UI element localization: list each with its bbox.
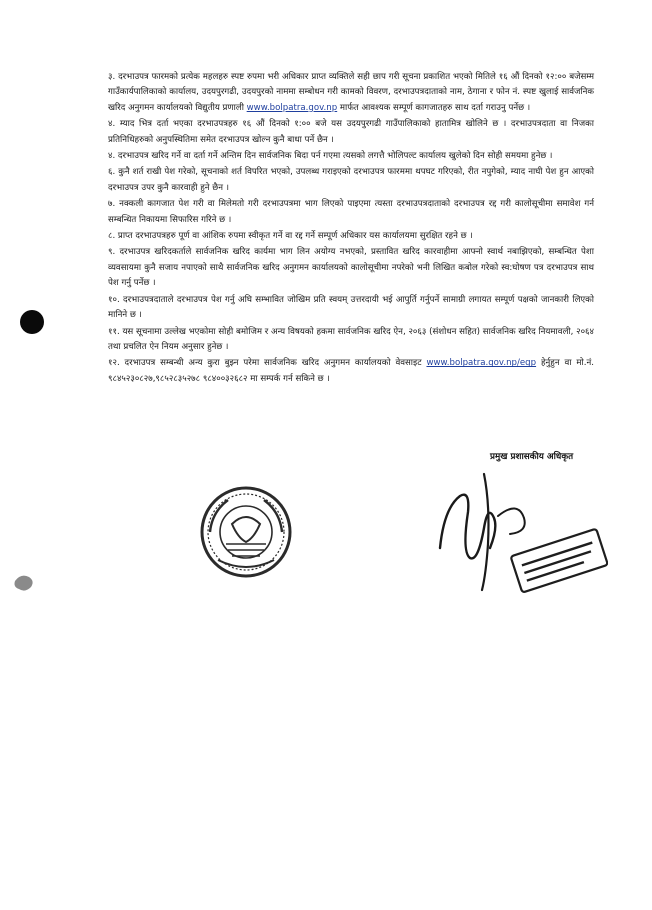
clause-8: ८. प्राप्त दरभाउपत्रहरु पूर्ण वा आंशिक रुपमा स्वीकृत गर्ने वा रद्द गर्ने सम्पूर्ण अधिकार यस कार्यालयमा सुरक्षित रहने छ । [108, 231, 473, 242]
egp-link[interactable]: www.bolpatra.gov.np/egp [426, 358, 537, 369]
clause-6: ६. कुनै शर्त राखी पेश गरेको, सूचनाको शर्त विपरित भएको, उपलब्ध गराइएको दरभाउपत्र फारममा थपघट गरिएको, रीत नपुगेको, म्याद नाघी पेश हुन आएको दरभाउपत्र उपर कुनै कारवाही हुने छैन । [108, 167, 594, 193]
notice-clauses [108, 70, 594, 388]
clause-4b: ४. दरभाउपत्र खरिद गर्ने वा दर्ता गर्ने अन्तिम दिन सार्वजनिक बिदा पर्न गएमा त्यसको लगत्तै भोलिपल्ट कार्यालय खुलेको दिन सोही समयमा हुनेछ । [108, 151, 553, 162]
bolpatra-link[interactable]: www.bolpatra.gov.np [246, 102, 338, 113]
clause-7: ७. नक्कली कागजात पेश गरी वा मिलेमतो गरी दरभाउपत्रमा भाग लिएको पाइएमा त्यस्ता दरभाउपत्रदाताको दरभाउपत्र रद्द गरी कालोसूचीमा समावेश गर्न सम्बन्धित निकायमा सिफारिस गरिने छ । [108, 199, 594, 225]
clause-4a: ४. म्याद भित्र दर्ता भएका दरभाउपत्रहरु १६ औं दिनको १:०० बजे यस उदयपुरगढी गाउँपालिकाको हातामित्र खोलिने छ । दरभाउपत्रदाता वा निजका प्रतिनिधिहरुको अनुपस्थितिमा समेत दरभाउपत्र खोल्न कुनै बाधा पर्ने छैन । [108, 119, 594, 145]
clause-9: ९. दरभाउपत्र खरिदकर्ताले सार्वजनिक खरिद कार्यमा भाग लिन अयोग्य नभएको, प्रस्तावित खरिद कारवाहीमा आफ्नो स्वार्थ नबाझिएको, सम्बन्धित पेशा व्यवसायमा कुनै सजाय नपाएको साथै सार्वजनिक खरिद अनुगमन कार्यालयको कालोसूचीमा नपरेको भनी लिखित कबोल गरेको स्व:घोषण पत्र दरभाउपत्र साथ पेश गर्नु पर्नेछ । [108, 247, 594, 289]
paper-smudge [13, 573, 35, 593]
office-seal-stamp [198, 484, 294, 580]
clause-3: ३. दरभाउपत्र फारमको प्रत्येक महलहरु स्पष्ट रुपमा भरी अधिकार प्राप्त व्यक्तिले सही छाप गरी सूचना प्रकाशित भएको मितिले १६ औं दिनको १२:०० बजेसम्म गाउँकार्यपालिकाको कार्यालय, उदयपुरगढी, उदयपुरको नाममा सम्बोधन गरी कामको विवरण, दरभाउपत्रदाताको नाम, ठेगाना र फोन नं. स्पष्ट खुलाई सार्वजनिक खरिद अनुगमन कार्यालयको विद्युतीय प्रणाली www.bolpatra.gov.np मार्फत आवश्यक सम्पूर्ण कागजातहरु साथ दर्ता गराउनु पर्नेछ । [108, 72, 594, 113]
officer-signature [428, 456, 608, 606]
ink-blot [20, 310, 44, 334]
clause-12: १२. दरभाउपत्र सम्बन्धी अन्य कुरा बुझ्न परेमा सार्वजनिक खरिद अनुगमन कार्यालयको वेवसाइट www.bolpatra.gov.np/egp हेर्नुहुन वा मो.नं. ९८४५२३०८२७,९८५२८३५२७८ ९८४००३२६८२ मा सम्पर्क गर्न सकिने छ । [108, 358, 594, 384]
clause-11: ११. यस सूचनामा उल्लेख भएकोमा सोही बमोजिम र अन्य विषयको हकमा सार्वजनिक खरिद ऐन, २०६३ (संशोधन सहित) सार्वजनिक खरिद नियमावली, २०६४ तथा प्रचलित ऐन नियम अनुसार हुनेछ । [108, 326, 594, 352]
clause-10: १०. दरभाउपत्रदाताले दरभाउपत्र पेश गर्नु अघि सम्भावित जोखिम प्रति स्वयम् उत्तरदायी भई आपुर्ति गर्नुपर्ने सामाग्री लगायत सम्पूर्ण पक्षको जानकारी लिएको मानिने छ । [108, 294, 594, 321]
officer-title: प्रमुख प्रशासकीय अधिकृत [490, 452, 574, 462]
